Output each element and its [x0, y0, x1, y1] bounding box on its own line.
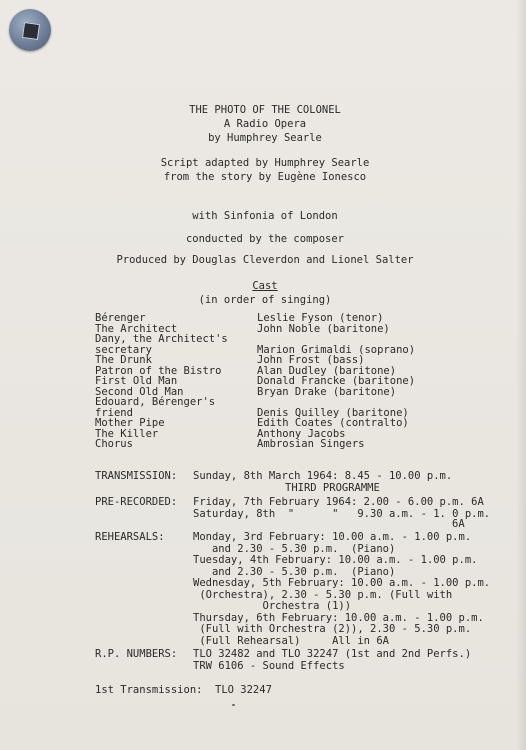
rehearsal-line: Wednesday, 5th February: 10.00 a.m. - 1.00 p.m.	[193, 577, 491, 589]
cast-singer: Leslie Fyson (tenor)	[257, 312, 384, 324]
opera-subtitle: A Radio Opera	[223, 118, 307, 130]
rehearsal-line: Orchestra (1))	[193, 600, 352, 612]
cast-singer: John Noble (baritone)	[257, 322, 390, 335]
cast-singer: Donald Francke (baritone)	[257, 375, 416, 387]
rehearsal-line: and 2.30 - 5.30 p.m. (Piano)	[193, 542, 396, 555]
transmission-label: TRANSMISSION:	[95, 470, 178, 482]
cast-role: The Drunk	[95, 354, 152, 366]
prerecorded-line-3: 6A	[452, 518, 465, 530]
rehearsal-line: (Orchestra), 2.30 - 5.30 p.m. (Full with	[193, 588, 453, 601]
cast-singer: Bryan Drake (baritone)	[257, 385, 397, 398]
page-edge-shadow	[516, 0, 526, 750]
rehearsal-line: (Full with Orchestra (2)), 2.30 - 5.30 p.m.	[193, 623, 472, 635]
prerecorded-line-1: Friday, 7th February 1964: 2.00 - 6.00 p.m. 6A	[193, 496, 484, 508]
cast-role: The Architect	[95, 322, 178, 335]
rp-numbers-line-2: TRW 6106 - Sound Effects	[193, 660, 345, 672]
cast-role: Bérenger	[95, 312, 146, 324]
rp-numbers-line-1: TLO 32482 and TLO 32247 (1st and 2nd Perfs.)	[193, 648, 472, 660]
fastener-square	[22, 22, 40, 40]
rehearsal-line: Tuesday, 4th February: 10.00 a.m. - 1.00 p.m.	[193, 554, 478, 566]
cast-singer: Marion Grimaldi (soprano)	[257, 343, 416, 356]
adaptation-line-1: Script adapted by Humphrey Searle	[160, 157, 370, 169]
first-transmission-value: TLO 32247	[215, 684, 272, 696]
rehearsal-line: Monday, 3rd February: 10.00 a.m. - 1.00 p.m.	[193, 531, 472, 543]
rehearsal-line: Thursday, 6th February: 10.00 a.m. - 1.00 p.m.	[193, 611, 484, 624]
cast-singer: Alan Dudley (baritone)	[257, 364, 397, 377]
rehearsal-line: (Full Rehearsal) All in 6A	[193, 634, 389, 647]
cast-singer: Anthony Jacobs	[257, 427, 346, 440]
transmission-line-1: Sunday, 8th March 1964: 8.45 - 10.00 p.m.	[193, 470, 453, 482]
metal-fastener-icon	[9, 9, 51, 51]
cast-role: Mother Pipe	[95, 417, 165, 429]
rehearsal-line: and 2.30 - 5.30 p.m. (Piano)	[193, 565, 396, 578]
cast-role: Patron of the Bistro	[95, 364, 222, 377]
rehearsals-label: REHEARSALS:	[95, 531, 165, 543]
cast-role: Chorus	[95, 438, 133, 450]
first-transmission-label: 1st Transmission:	[95, 684, 203, 696]
adaptation-line-2: from the story by Eugène Ionesco	[163, 171, 367, 183]
cast-singer: Denis Quilley (baritone)	[257, 406, 409, 419]
composer-byline: by Humphrey Searle	[208, 132, 322, 144]
rp-numbers-label: R.P. NUMBERS:	[95, 648, 178, 660]
conductor-line: conducted by the composer	[185, 233, 345, 245]
cast-singer: Edith Coates (contralto)	[257, 417, 409, 429]
orchestra-line: with Sinfonia of London	[192, 210, 338, 222]
ink-speck	[232, 704, 235, 706]
cast-role: First Old Man	[95, 375, 178, 387]
prerecorded-label: PRE-RECORDED:	[95, 496, 178, 508]
transmission-line-2: THIRD PROGRAMME	[285, 482, 380, 494]
cast-role: Second Old Man	[95, 385, 184, 398]
producers-line: Produced by Douglas Cleverdon and Lionel Salter	[116, 254, 414, 266]
cast-role: secretary	[95, 343, 152, 356]
cast-subheading: (in order of singing)	[198, 294, 332, 306]
cast-heading: Cast	[252, 280, 278, 292]
prerecorded-line-2: Saturday, 8th " " 9.30 a.m. - 1. 0 p.m.	[193, 508, 491, 520]
cast-role: The Killer	[95, 427, 159, 440]
opera-title: THE PHOTO OF THE COLONEL	[189, 104, 341, 116]
cast-role: Edouard, Bérenger's	[95, 396, 216, 408]
cast-singer: Ambrosian Singers	[257, 438, 365, 450]
cast-role: friend	[95, 406, 133, 419]
cast-role: Dany, the Architect's	[95, 333, 228, 345]
cast-singer: John Frost (bass)	[257, 354, 365, 366]
